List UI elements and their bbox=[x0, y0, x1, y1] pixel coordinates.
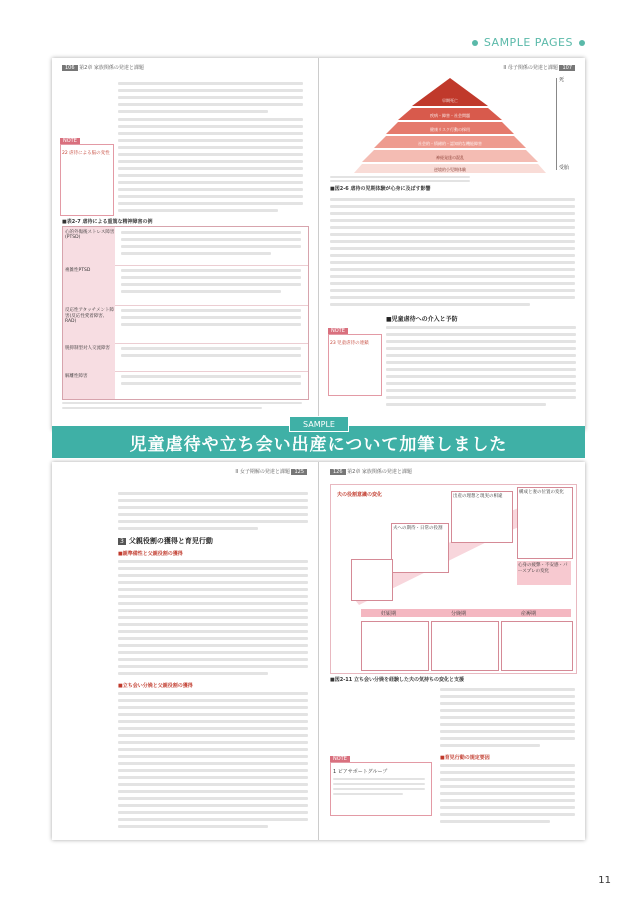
text-line bbox=[118, 167, 303, 170]
text-line bbox=[440, 764, 575, 767]
table-row bbox=[63, 371, 308, 399]
text-line bbox=[330, 296, 575, 299]
text-line bbox=[386, 361, 576, 364]
note-label: NOTE bbox=[60, 138, 80, 144]
footnote-line bbox=[62, 407, 262, 409]
diagram-box-highlight bbox=[517, 561, 571, 585]
timeline-label: 産褥期 bbox=[521, 611, 537, 617]
text-line bbox=[330, 205, 575, 208]
pyramid-label: 健康リスク行動の採用 bbox=[430, 127, 470, 132]
text-line bbox=[330, 219, 575, 222]
sample-tag: SAMPLE bbox=[289, 416, 349, 432]
bullet-dot-icon bbox=[579, 40, 585, 46]
text-line bbox=[121, 231, 301, 234]
text-line bbox=[440, 695, 575, 698]
text-line bbox=[118, 699, 308, 702]
axis-label-conception: 受胎 bbox=[559, 165, 570, 171]
page-number: 11 bbox=[598, 875, 611, 886]
text-line bbox=[440, 709, 575, 712]
text-line bbox=[440, 702, 575, 705]
text-line bbox=[118, 89, 303, 92]
diagram-box-label: 出産の理想と現実の相違 bbox=[453, 494, 503, 499]
text-line bbox=[440, 792, 575, 795]
text-line bbox=[121, 375, 301, 378]
text-line bbox=[118, 188, 303, 191]
text-line bbox=[118, 818, 308, 821]
text-line bbox=[118, 692, 308, 695]
text-line bbox=[118, 630, 308, 633]
text-line bbox=[440, 716, 575, 719]
sample-pages-label: SAMPLE PAGES bbox=[483, 36, 573, 49]
text-line bbox=[121, 252, 271, 255]
text-line bbox=[118, 720, 308, 723]
subsection-heading: ■親準備性と父親役割の獲得 bbox=[118, 551, 183, 557]
text-line bbox=[330, 268, 575, 271]
spread-top bbox=[52, 58, 585, 430]
text-line bbox=[440, 785, 575, 788]
text-line bbox=[118, 560, 308, 563]
gutter bbox=[318, 58, 319, 430]
text-line bbox=[118, 658, 308, 661]
text-line bbox=[440, 737, 575, 740]
text-line bbox=[118, 174, 303, 177]
text-line bbox=[118, 581, 308, 584]
text-line bbox=[118, 513, 308, 516]
text-line bbox=[118, 755, 308, 758]
text-line bbox=[118, 713, 308, 716]
text-line bbox=[386, 403, 546, 406]
text-line bbox=[118, 520, 308, 523]
figure-source-line bbox=[330, 176, 470, 178]
subsection-heading: ■立ち会い分娩と父親役割の獲得 bbox=[118, 683, 193, 689]
text-line bbox=[118, 797, 308, 800]
section-title-row bbox=[118, 536, 213, 546]
text-line bbox=[118, 195, 303, 198]
text-line bbox=[386, 326, 576, 329]
text-line bbox=[118, 616, 308, 619]
text-line bbox=[118, 146, 303, 149]
text-line bbox=[386, 333, 576, 336]
lifespan-arrow bbox=[556, 78, 557, 170]
page-number-right: 107 bbox=[559, 65, 575, 71]
running-head-right bbox=[330, 468, 412, 475]
table-title: ■表2-7 虐待による重篤な精神障害の例 bbox=[62, 219, 153, 225]
running-title-right: II 母子関係の発達と課題 bbox=[503, 65, 558, 71]
figure-caption: ■図2-6 虐待の児期体験が心身に及ぼす影響 bbox=[330, 186, 431, 192]
pyramid-label: 社会的・情緒的・認知的な機能障害 bbox=[418, 141, 482, 146]
subsection-heading: ■育児行動の規定要因 bbox=[440, 755, 490, 761]
table-row bbox=[63, 343, 308, 372]
diagram-box bbox=[501, 621, 573, 671]
text-line bbox=[118, 825, 268, 828]
table-row bbox=[63, 265, 308, 306]
diagram-box-label: 心身の疲弊・不安感・パースプレの変化 bbox=[518, 563, 568, 574]
text-line bbox=[118, 103, 303, 106]
text-line bbox=[118, 567, 308, 570]
running-title-right: 第2章 家族関係の発達と課題 bbox=[347, 469, 412, 475]
pyramid-label: 逆境的小児期体験 bbox=[434, 167, 466, 172]
text-line bbox=[118, 492, 308, 495]
text-line bbox=[118, 644, 308, 647]
axis-label-death: 死 bbox=[559, 77, 565, 83]
text-line bbox=[118, 160, 303, 163]
diagram-box bbox=[451, 491, 513, 543]
table-row-label: 解離性障害 bbox=[65, 374, 88, 379]
text-line bbox=[121, 238, 301, 241]
text-line bbox=[118, 574, 308, 577]
text-line bbox=[121, 290, 281, 293]
text-line bbox=[118, 527, 258, 530]
table-row-label: 脱抑制型対人交流障害 bbox=[65, 346, 110, 351]
section-title: 父親役割の獲得と育児行動 bbox=[128, 537, 213, 545]
text-line bbox=[440, 806, 575, 809]
text-line bbox=[118, 776, 308, 779]
bullet-dot-icon bbox=[472, 40, 478, 46]
diagram-box bbox=[351, 559, 393, 601]
footnote-line bbox=[62, 402, 302, 404]
diagram-box-label: 夫への期待・日常の役割 bbox=[393, 526, 443, 531]
banner-text: 児童虐待や立ち会い出産について加筆しました bbox=[129, 434, 508, 455]
text-line bbox=[118, 118, 303, 121]
text-line bbox=[118, 506, 308, 509]
note-label: NOTE bbox=[328, 328, 348, 334]
text-line bbox=[118, 790, 308, 793]
text-line bbox=[333, 783, 425, 785]
table-row bbox=[63, 305, 308, 344]
text-line bbox=[118, 209, 278, 212]
text-line bbox=[440, 730, 575, 733]
diagram-title: 夫の役割意識の変化 bbox=[337, 492, 383, 498]
text-line bbox=[118, 623, 308, 626]
text-line bbox=[440, 799, 575, 802]
text-line bbox=[330, 198, 575, 201]
text-line bbox=[121, 347, 301, 350]
text-line bbox=[333, 793, 403, 795]
text-line bbox=[330, 233, 575, 236]
pyramid-label: 疾病・障害・社会問題 bbox=[430, 113, 470, 118]
text-line bbox=[121, 323, 301, 326]
text-line bbox=[121, 382, 301, 385]
table-row-label: 反応性アタッチメント障害(反応性愛着障害, RAD) bbox=[65, 308, 115, 324]
note-title: 22 虐待による脳の変性 bbox=[62, 151, 110, 156]
table-row-label: 複雑性PTSD bbox=[65, 268, 91, 273]
text-line bbox=[440, 813, 575, 816]
pyramid-label: 神経発達の混乱 bbox=[436, 155, 464, 160]
text-line bbox=[440, 744, 540, 747]
text-line bbox=[118, 741, 308, 744]
text-line bbox=[330, 289, 575, 292]
text-line bbox=[330, 212, 575, 215]
text-line bbox=[330, 254, 575, 257]
table-row bbox=[63, 227, 308, 266]
text-line bbox=[118, 727, 308, 730]
text-line bbox=[330, 261, 575, 264]
diagram-box bbox=[361, 621, 429, 671]
text-line bbox=[118, 588, 308, 591]
text-line bbox=[118, 96, 303, 99]
page-107 bbox=[320, 58, 585, 430]
page-number-left: 106 bbox=[62, 65, 78, 71]
text-line bbox=[440, 688, 575, 691]
text-line bbox=[118, 82, 303, 85]
text-line bbox=[118, 748, 308, 751]
text-line bbox=[121, 245, 301, 248]
support-diagram bbox=[330, 484, 577, 674]
text-line bbox=[440, 778, 575, 781]
text-line bbox=[118, 181, 303, 184]
timeline-label: 妊娠期 bbox=[381, 611, 397, 617]
text-line bbox=[118, 811, 308, 814]
text-line bbox=[118, 110, 268, 113]
text-line bbox=[121, 309, 301, 312]
text-line bbox=[118, 499, 308, 502]
text-line bbox=[118, 202, 303, 205]
text-line bbox=[440, 723, 575, 726]
sample-pages-header bbox=[472, 36, 585, 49]
text-line bbox=[386, 354, 576, 357]
text-line bbox=[330, 240, 575, 243]
disorder-table bbox=[62, 226, 309, 400]
text-line bbox=[121, 283, 301, 286]
text-line bbox=[121, 276, 301, 279]
running-head-left bbox=[235, 468, 307, 475]
text-line bbox=[118, 602, 308, 605]
page-number-left: 125 bbox=[291, 469, 307, 475]
text-line bbox=[121, 269, 301, 272]
text-line bbox=[386, 347, 576, 350]
page-106 bbox=[52, 58, 317, 430]
text-line bbox=[440, 820, 550, 823]
diagram-box-label: 構成と妻の位置の変化 bbox=[519, 490, 564, 495]
text-line bbox=[386, 375, 576, 378]
text-line bbox=[386, 396, 576, 399]
text-line bbox=[118, 734, 308, 737]
running-title-left: II 女子期解の発達と課題 bbox=[235, 469, 290, 475]
section-number: 3 bbox=[120, 537, 124, 545]
text-line bbox=[386, 340, 576, 343]
text-line bbox=[118, 153, 303, 156]
section-heading: ■児童虐待への介入と予防 bbox=[386, 316, 458, 323]
ace-pyramid-figure bbox=[350, 76, 550, 174]
text-line bbox=[386, 382, 576, 385]
text-line bbox=[118, 783, 308, 786]
spread-bottom bbox=[52, 462, 585, 840]
running-head-left bbox=[62, 64, 144, 71]
text-line bbox=[118, 595, 308, 598]
note-label: NOTE bbox=[330, 756, 350, 762]
table-row-label: 心的外傷後ストレス障害(PTSD) bbox=[65, 230, 115, 240]
page-125 bbox=[52, 462, 317, 840]
text-line bbox=[330, 226, 575, 229]
text-line bbox=[118, 706, 308, 709]
text-line bbox=[330, 247, 575, 250]
page-number-right: 126 bbox=[330, 469, 346, 475]
text-line bbox=[118, 132, 303, 135]
pyramid-label: 早期死亡 bbox=[442, 98, 458, 103]
text-line bbox=[118, 139, 303, 142]
diagram-box bbox=[431, 621, 499, 671]
text-line bbox=[386, 389, 576, 392]
text-line bbox=[118, 672, 268, 675]
text-line bbox=[118, 125, 303, 128]
running-title-left: 第2章 家族関係の発達と課題 bbox=[79, 65, 144, 71]
text-line bbox=[330, 303, 530, 306]
text-line bbox=[118, 762, 308, 765]
text-line bbox=[121, 354, 301, 357]
text-line bbox=[118, 769, 308, 772]
text-line bbox=[118, 804, 308, 807]
diagram-caption: ■図2-11 立ち会い分娩を経験した夫の気持ちの変化と支援 bbox=[330, 677, 464, 683]
text-line bbox=[118, 637, 308, 640]
page-126 bbox=[320, 462, 585, 840]
text-line bbox=[333, 778, 425, 780]
note-title: 1 ピアサポートグループ bbox=[333, 769, 388, 775]
figure-source-line bbox=[330, 180, 470, 182]
diagram-box bbox=[517, 487, 573, 559]
note-title: 23 児童虐待の連鎖 bbox=[330, 341, 369, 346]
text-line bbox=[118, 665, 308, 668]
text-line bbox=[330, 275, 575, 278]
diagram-box bbox=[391, 523, 449, 573]
text-line bbox=[440, 771, 575, 774]
text-line bbox=[330, 282, 575, 285]
timeline-label: 分娩期 bbox=[451, 611, 467, 617]
text-line bbox=[386, 368, 576, 371]
text-line bbox=[333, 788, 425, 790]
text-line bbox=[121, 316, 301, 319]
text-line bbox=[118, 609, 308, 612]
running-head-right bbox=[503, 64, 575, 71]
text-line bbox=[118, 651, 308, 654]
gutter bbox=[318, 462, 319, 840]
